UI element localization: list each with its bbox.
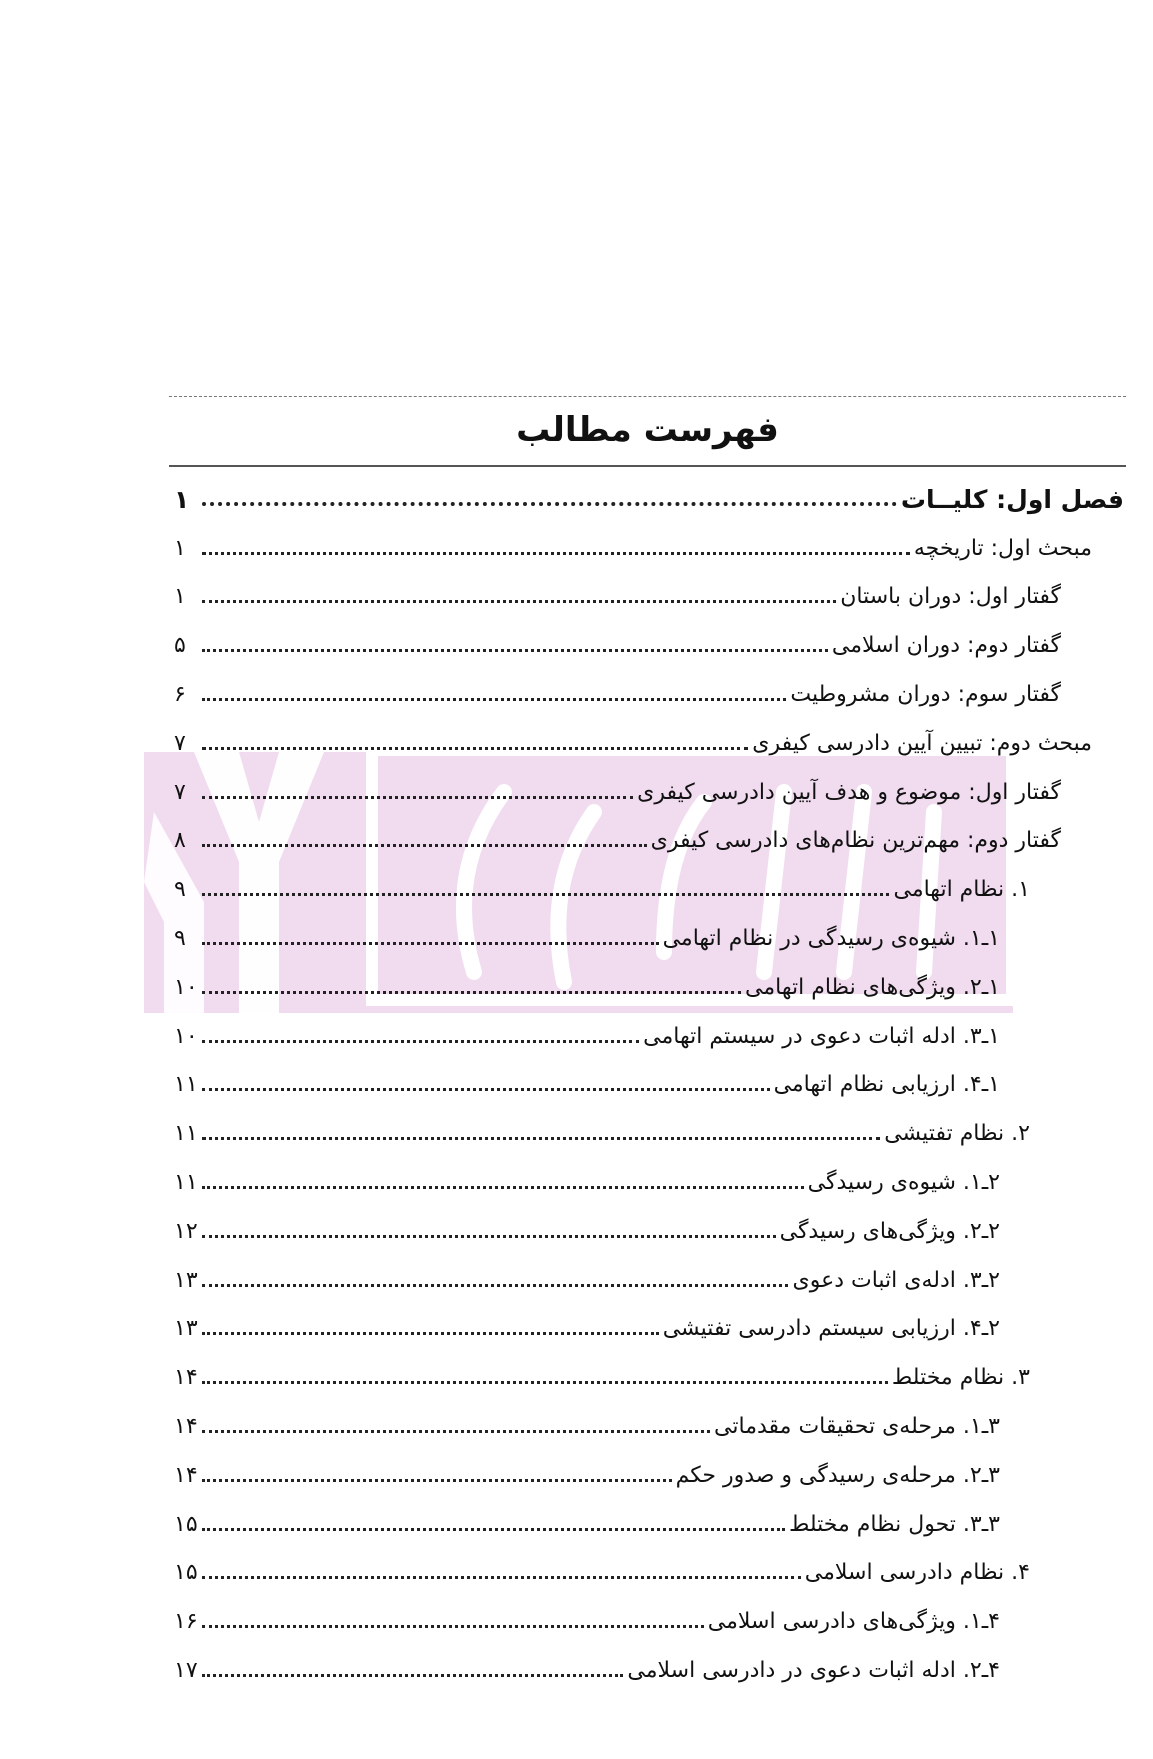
toc-entry-page-number: ۱۴ [174,1414,198,1440]
dot-leader [202,1137,880,1140]
toc-entry-page-number: ۱۰ [174,974,198,1000]
toc-entry-label: گفتار اول: موضوع و هدف آیین دادرسی کیفری [637,779,1061,805]
dot-leader [202,991,741,994]
dot-leader [202,1381,888,1384]
toc-entry-page-number: ۱۱ [174,1121,198,1147]
toc-entry-label: ۲ـ۱. شیوه‌ی رسیدگی [807,1170,1000,1196]
toc-entry[interactable] [0,1402,1153,1451]
dot-leader [202,1625,704,1628]
toc-entry-page-number: ۱۵ [174,1560,198,1586]
dot-leader [202,747,748,750]
toc-entry-page-number: ۵ [174,633,186,659]
toc-entry[interactable] [0,1256,1153,1305]
dot-leader [202,698,786,701]
dot-leader [202,1235,776,1238]
toc-entry[interactable] [0,768,1153,817]
toc-entry-label: ۳ـ۲. مرحله‌ی رسیدگی و صدور حکم [675,1462,1000,1488]
toc-entry-label: ۱ـ۴. ارزیابی نظام اتهامی [773,1072,1000,1098]
toc-entry-label: ۱ـ۳. ادله اثبات دعوی در سیستم اتهامی [643,1023,1000,1049]
toc-entry-page-number: ۷ [174,779,186,805]
toc-entry[interactable] [0,621,1153,670]
toc-entry-page-number: ۱۱ [174,1170,198,1196]
toc-entry[interactable] [0,1353,1153,1402]
toc-entry[interactable] [0,475,1153,524]
toc-entry-page-number: ۱۵ [174,1511,198,1537]
toc-entry[interactable] [0,817,1153,866]
toc-entry[interactable] [0,865,1153,914]
dot-leader [202,600,836,603]
toc-entry-label: ۲ـ۳. ادله‌ی اثبات دعوی [792,1267,1000,1293]
toc-entry[interactable] [0,573,1153,622]
dot-leader [202,1528,785,1531]
toc-entry-page-number: ۱۳ [174,1316,198,1342]
toc-entry-page-number: ۱۶ [174,1609,198,1635]
toc-entry-label: ۱. نظام اتهامی [893,877,1030,903]
toc-entry-page-number: ۸ [174,828,186,854]
toc-entry-label: ۳ـ۳. تحول نظام مختلط [788,1511,1000,1537]
toc-entry[interactable] [0,1109,1153,1158]
top-rule [169,396,1126,397]
toc-entry-page-number: ۱۰ [174,1023,198,1049]
dot-leader [202,1186,804,1189]
toc-entry-page-number: ۶ [174,682,186,708]
toc-entry-page-number: ۱ [174,535,186,561]
dot-leader [202,1040,639,1043]
toc-entry-label: مبحث دوم: تبیین آیین دادرسی کیفری [752,730,1092,756]
dot-leader [202,1284,788,1287]
toc-entry[interactable] [0,1012,1153,1061]
toc-entry-label: ۱ـ۲. ویژگی‌های نظام اتهامی [745,974,1000,1000]
toc-entry-label: مبحث اول: تاریخچه [913,535,1092,561]
toc-entry-label: گفتار اول: دوران باستان [840,584,1061,610]
toc-entry-page-number: ۱۴ [174,1365,198,1391]
toc-entry-page-number: ۷ [174,730,186,756]
toc-entry[interactable] [0,670,1153,719]
dot-leader [202,1674,623,1677]
toc-entry-label: ۲. نظام تفتیشی [884,1121,1030,1147]
page-title: فهرست مطالب [516,410,779,450]
toc-entry[interactable] [0,1597,1153,1646]
dot-leader [202,893,889,896]
toc-entry-page-number: ۱۳ [174,1267,198,1293]
dot-leader [202,1430,710,1433]
dot-leader [202,942,659,945]
toc-entry-page-number: ۹ [174,926,186,952]
dot-leader [202,1088,770,1091]
toc-entry[interactable] [0,524,1153,573]
toc-entry-page-number: ۱۱ [174,1072,198,1098]
toc-entry-label: ۳. نظام مختلط [891,1365,1030,1391]
toc-entry[interactable] [0,1451,1153,1500]
toc-entry[interactable] [0,963,1153,1012]
toc-entry[interactable] [0,1646,1153,1695]
toc-entry-page-number: ۹ [174,877,186,903]
toc-entry-label: فصل اول: کلیــات [900,484,1124,514]
toc-entry[interactable] [0,914,1153,963]
toc-entry[interactable] [0,1207,1153,1256]
table-of-contents [0,475,1153,1695]
toc-entry-label: گفتار سوم: دوران مشروطیت [790,682,1061,708]
dot-leader [202,1576,801,1579]
toc-entry[interactable] [0,1549,1153,1598]
toc-entry-label: گفتار دوم: دوران اسلامی [831,633,1061,659]
toc-entry[interactable] [0,1061,1153,1110]
toc-entry-page-number: ۱۲ [174,1218,198,1244]
title-rule [169,465,1126,467]
toc-entry-page-number: ۱۴ [174,1462,198,1488]
toc-entry-page-number: ۱ [174,584,186,610]
toc-entry[interactable] [0,1158,1153,1207]
toc-entry-label: ۱ـ۱. شیوه‌ی رسیدگی در نظام اتهامی [662,926,1000,952]
toc-entry-label: ۴ـ۲. ادله اثبات دعوی در دادرسی اسلامی [627,1658,1000,1684]
dot-leader [202,1332,659,1335]
toc-entry[interactable] [0,1305,1153,1354]
toc-entry-label: ۳ـ۱. مرحله‌ی تحقیقات مقدماتی [714,1414,1000,1440]
toc-entry-label: ۴ـ۱. ویژگی‌های دادرسی اسلامی [707,1609,1000,1635]
toc-entry-label: ۴. نظام دادرسی اسلامی [804,1560,1030,1586]
toc-entry-label: گفتار دوم: مهم‌ترین نظام‌های دادرسی کیفری [650,828,1061,854]
dot-leader [202,1479,672,1482]
dot-leader [202,796,633,799]
dot-leader [202,649,828,652]
dot-leader [202,552,910,555]
toc-entry[interactable] [0,719,1153,768]
toc-entry-label: ۲ـ۴. ارزیابی سیستم دادرسی تفتیشی [662,1316,1000,1342]
dot-leader [202,502,897,506]
toc-entry[interactable] [0,1500,1153,1549]
dot-leader [202,844,647,847]
toc-entry-page-number: ۱۷ [174,1658,198,1684]
toc-entry-label: ۲ـ۲. ویژگی‌های رسیدگی [779,1218,1000,1244]
toc-entry-page-number: ۱ [174,484,190,514]
